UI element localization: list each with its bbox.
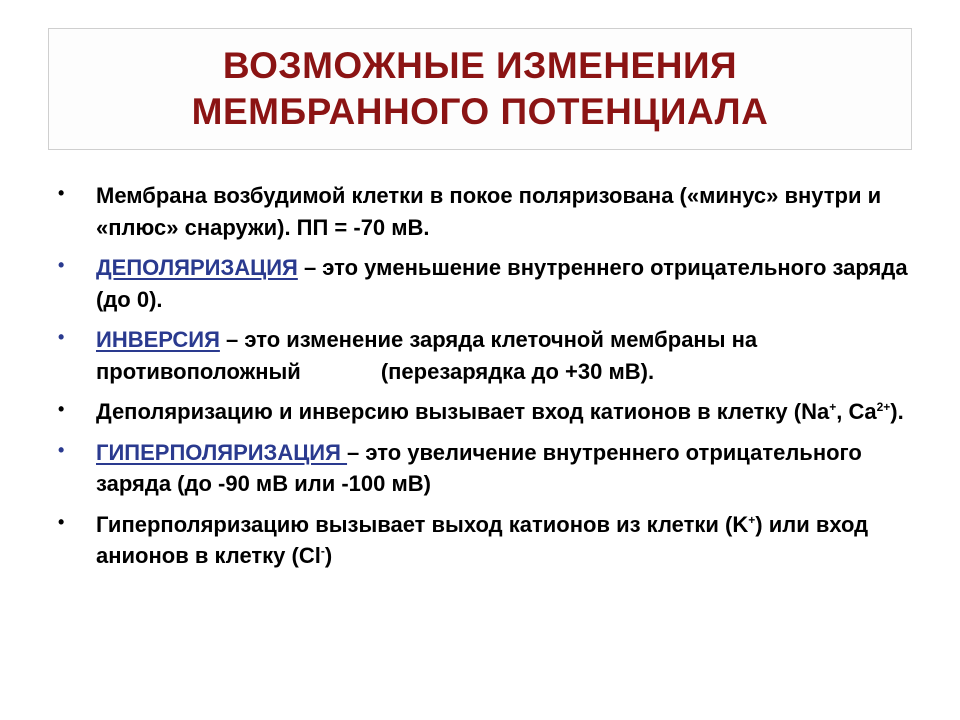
bullet-text: – это уменьшение внутреннего отрицательного заряда (до 0). xyxy=(96,255,908,312)
bullet-text: Мембрана возбудимой клетки в покое поляризована («минус» внутри и «плюс» снаружи). ПП = -70 мВ. xyxy=(96,183,882,240)
bullet-item-resting-polarization xyxy=(58,180,908,243)
bullet-dot-icon: • xyxy=(58,511,65,532)
bullet-text: – это увеличение внутреннего отрицательного заряда (до -90 мВ или -100 мВ) xyxy=(96,439,862,496)
bullet-text-end: ) xyxy=(324,543,333,568)
superscript-charge: 2+ xyxy=(876,400,891,414)
bullet-dot-icon: • xyxy=(58,399,65,419)
term-inversion-link[interactable]: ИНВЕРСИЯ xyxy=(96,327,220,352)
superscript-charge: + xyxy=(748,512,756,527)
title-line-2: МЕМБРАННОГО ПОТЕНЦИАЛА xyxy=(191,91,769,132)
term-hyperpolarization-link[interactable]: ГИПЕРПОЛЯРИЗАЦИЯ xyxy=(96,439,348,465)
bullet-dot-icon: • xyxy=(58,255,65,275)
bullet-item-cation-entry xyxy=(58,396,908,428)
bullet-text-continued: (перезарядка до +30 мВ). xyxy=(380,358,655,384)
term-depolarization-link[interactable]: ДЕПОЛЯРИЗАЦИЯ xyxy=(96,255,298,280)
bullet-text: – это изменение заряда клеточной мембраны на противоположный xyxy=(96,327,758,384)
bullet-dot-icon: • xyxy=(58,183,65,203)
bullet-text-mid: ) или вход анионов в клетку (Cl xyxy=(96,511,869,568)
bullet-text-mid: , Ca xyxy=(836,399,877,424)
bullet-list xyxy=(58,180,908,581)
bullet-item-inversion xyxy=(58,324,908,387)
superscript-charge: - xyxy=(320,544,325,558)
bullet-dot-icon: • xyxy=(58,439,65,460)
bullet-item-hyperpolarization-cause xyxy=(58,509,908,572)
bullet-item-hyperpolarization xyxy=(58,437,908,500)
bullet-text: Гиперполяризацию вызывает выход катионов из клетки (K xyxy=(96,511,749,537)
bullet-text: Деполяризацию и инверсию вызывает вход катионов в клетку (Na xyxy=(96,399,830,424)
bullet-dot-icon: • xyxy=(58,327,65,347)
bullet-text-end: ). xyxy=(890,399,904,424)
title-line-1: ВОЗМОЖНЫЕ ИЗМЕНЕНИЯ xyxy=(222,45,738,86)
bullet-item-depolarization xyxy=(58,252,908,315)
slide-title xyxy=(48,28,912,150)
superscript-charge: + xyxy=(829,400,837,414)
